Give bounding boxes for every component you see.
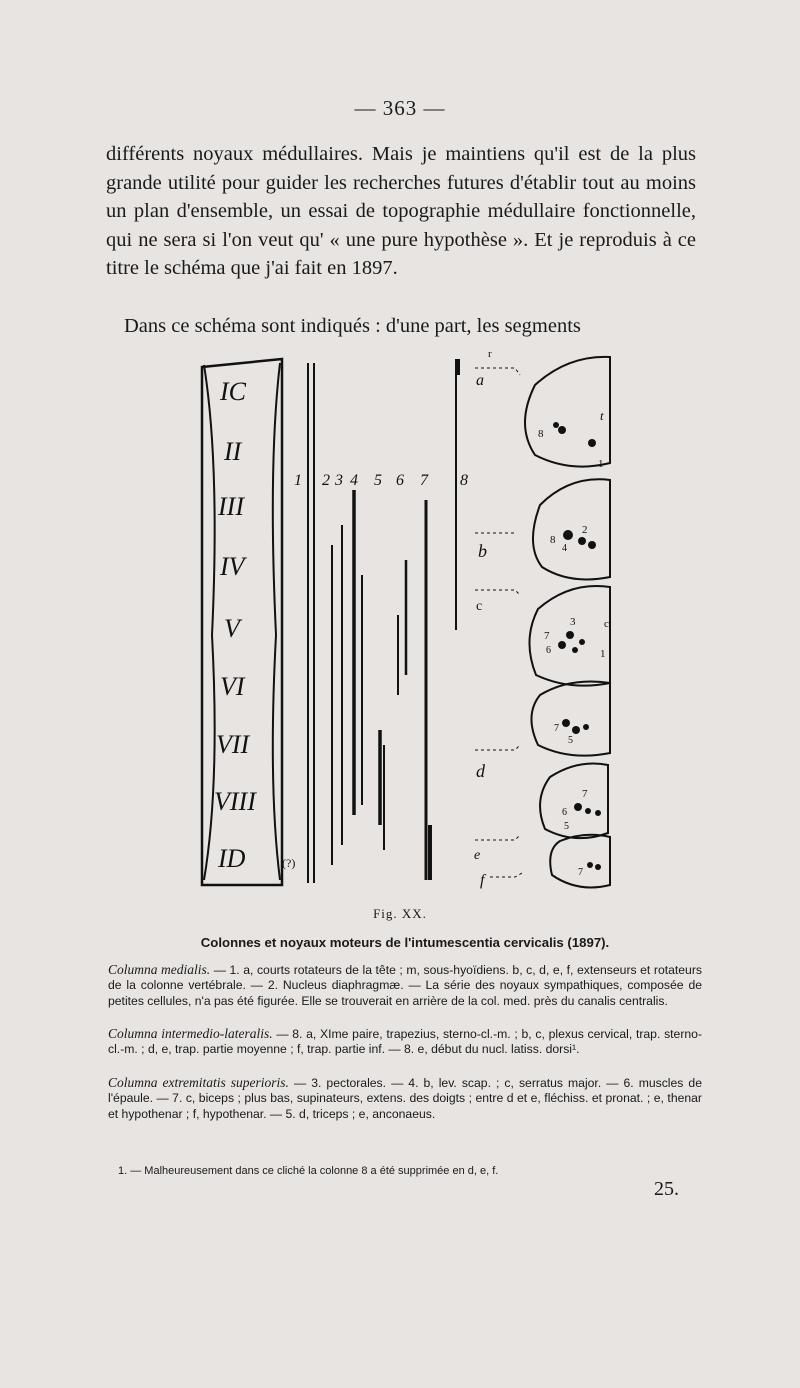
figure-label: Fig. XX. (373, 906, 427, 921)
column-number-6: 6 (396, 472, 404, 489)
level-letter-d: d (476, 761, 485, 781)
level-letter-r: r (488, 348, 492, 360)
level-letter-c: c (476, 599, 483, 614)
level-letter-e: e (474, 848, 481, 863)
section-label: 1 (598, 458, 604, 470)
level-letter-b: b (478, 541, 487, 561)
segment-label-VIII: VIII (214, 787, 256, 816)
section-label: 6 (546, 645, 551, 656)
section-label: 4 (562, 543, 567, 554)
section-label: 7 (554, 723, 559, 734)
page-number: — 363 — (354, 96, 446, 120)
segment-label-IC: IC (220, 377, 246, 406)
section-label: 3 (570, 616, 576, 628)
figure-extra-mark: (?) (282, 856, 296, 870)
section-label: 5 (564, 821, 569, 832)
caption-columna-intermedio-lateralis (108, 1026, 702, 1058)
segment-label-VII: VII (216, 730, 250, 759)
paragraph-text: Dans ce schéma sont indiqués : d'une part, les segments (124, 315, 581, 337)
paragraph-text: différents noyaux médullaires. Mais je maintiens qu'il est de la plus grande utilité pour guider les recherches futures d'établir tout au moins un plan d'ensemble, un essai de topographie médullaire fonctionnelle, qui ne sera si l'on veut qu' « une pure hypothèse ». Et je reproduis à ce titre le schéma que j'ai fait en 1897. (106, 143, 696, 279)
column-number-2: 2 (322, 472, 330, 489)
level-letter-a: a (476, 372, 484, 389)
cord-section-5 (540, 764, 608, 839)
section-label: 7 (544, 630, 550, 642)
level-letter-f: f (480, 872, 485, 889)
section-label: 1 (600, 648, 606, 660)
caption-heading: Columna extremitatis superioris. (108, 1075, 289, 1090)
signature-mark: 25. (654, 1178, 679, 1200)
caption-title: Colonnes et noyaux moteurs de l'intumescentia cervicalis (1897). (200, 935, 610, 950)
footnote: 1. — Malheureusement dans ce cliché la colonne 8 a été supprimée en d, e, f. (118, 1165, 499, 1177)
cord-section-1 (525, 357, 610, 467)
section-label: 8 (538, 428, 544, 440)
caption-heading: Columna intermedio-lateralis. (108, 1026, 273, 1041)
column-number-7: 7 (420, 472, 428, 489)
spinal-cord-schema-figure (190, 345, 630, 900)
column-number-1: 1 (294, 472, 302, 489)
caption-text: — 1. a, courts rotateurs de la tête ; m, sous-hyoïdiens. b, c, d, e, f, extenseurs et rotateurs de la colonne vertébrale. — 2. Nucleus diaphragmæ. — La série des noyaux sympathiques, composée de petites cellules, n'a pas été figurée. Elle se trouverait en arrière de la col. med. près du canalis centralis. (108, 963, 702, 1008)
caption-text: — 8. a, XIme paire, trapezius, sterno-cl.-m. ; b, c, plexus cervical, trap. sterno-cl.-m. ; d, e, trap. partie moyenne ; f, trap. partie inf. — 8. e, début du nucl. latiss. dorsi¹. (108, 1027, 703, 1057)
caption-columna-medialis (108, 962, 702, 1009)
segment-label-III: III (218, 492, 244, 521)
cord-section-6 (550, 835, 610, 888)
section-label: 7 (582, 788, 588, 800)
caption-columna-extremitatis (108, 1075, 702, 1122)
column-number-4: 4 (350, 472, 358, 489)
column-number-3: 3 (335, 472, 343, 489)
section-label: 8 (550, 534, 556, 546)
column-number-5: 5 (374, 472, 382, 489)
segment-label-II: II (224, 437, 242, 466)
caption-heading: Columna medialis. (108, 962, 211, 977)
caption-text: — 3. pectorales. — 4. b, lev. scap. ; c, serratus major. — 6. muscles de l'épaule. — 7. c, biceps ; plus bas, supinateurs, extens. des doigts ; entre d et e, fléchiss. et pronat. ; e, thenar et hypothenar ; f, hypothenar. — 5. d, triceps ; e, anconaeus. (108, 1076, 702, 1121)
section-label: 2 (582, 524, 588, 536)
section-label: 5 (568, 735, 573, 746)
section-label: c (604, 618, 609, 630)
section-label: t (600, 408, 604, 423)
column-number-8: 8 (460, 472, 468, 489)
segment-label-VI: VI (220, 672, 245, 701)
cord-section-2 (533, 479, 610, 579)
section-label: 7 (578, 867, 583, 878)
segment-label-V: V (224, 614, 240, 643)
segment-label-ID: ID (218, 844, 246, 873)
segment-label-IV: IV (220, 552, 245, 581)
body-paragraph-2 (106, 312, 696, 341)
body-paragraph-1 (106, 140, 696, 283)
section-label: 6 (562, 807, 567, 818)
